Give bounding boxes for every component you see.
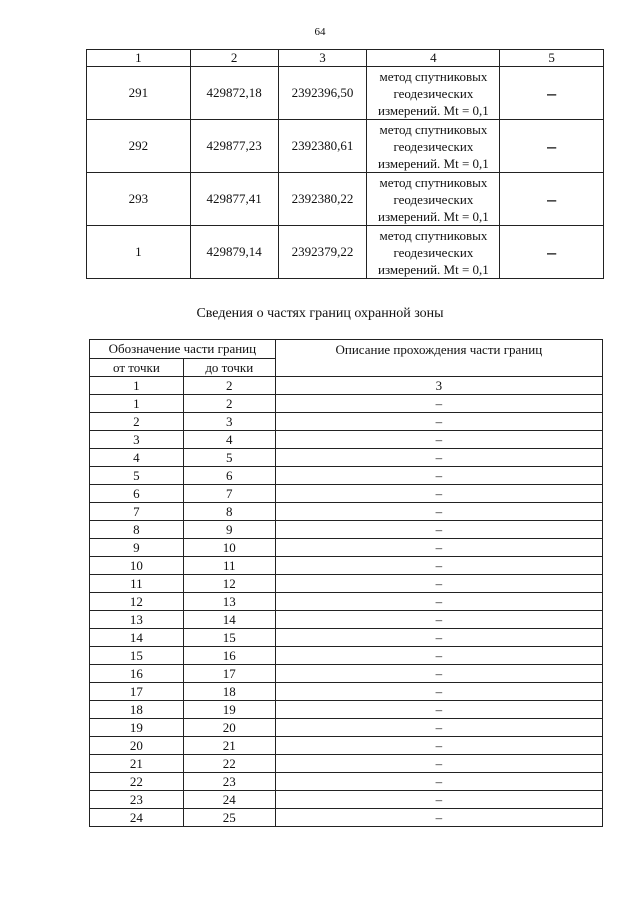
column-number-header: 3 (275, 377, 602, 395)
to-point-cell: 21 (183, 737, 275, 755)
to-point-cell: 22 (183, 755, 275, 773)
to-point-cell: 7 (183, 485, 275, 503)
y-coordinate: 2392396,50 (278, 67, 367, 120)
table-row (90, 539, 603, 557)
to-point-cell: 18 (183, 683, 275, 701)
from-point-cell: 8 (90, 521, 184, 539)
from-point-cell: 10 (90, 557, 184, 575)
table-row (90, 647, 603, 665)
column5-value: – (500, 173, 604, 226)
to-point-cell: 6 (183, 467, 275, 485)
method-line: геодезических (393, 85, 474, 101)
description-cell: – (275, 683, 602, 701)
table-row (90, 683, 603, 701)
coordinates-table (86, 49, 604, 279)
column5-value: – (500, 67, 604, 120)
page-number: 64 (314, 26, 326, 38)
to-point-cell: 23 (183, 773, 275, 791)
from-point-cell: 20 (90, 737, 184, 755)
description-cell: – (275, 395, 602, 413)
description-cell: – (275, 665, 602, 683)
to-point-cell: 16 (183, 647, 275, 665)
to-point-cell: 13 (183, 593, 275, 611)
description-cell: – (275, 449, 602, 467)
method-description (367, 173, 500, 226)
to-point-cell: 11 (183, 557, 275, 575)
table-row (90, 593, 603, 611)
description-cell: – (275, 629, 602, 647)
method-line: измерений. Mt = 0,1 (377, 155, 489, 171)
from-point-cell: 12 (90, 593, 184, 611)
table-row (90, 809, 603, 827)
table-row (90, 611, 603, 629)
y-coordinate: 2392379,22 (278, 226, 367, 279)
x-coordinate: 429872,18 (190, 67, 278, 120)
method-line: геодезических (393, 138, 474, 154)
description-cell: – (275, 503, 602, 521)
to-point-cell: 17 (183, 665, 275, 683)
from-point-cell: 1 (90, 395, 184, 413)
method-line: измерений. Mt = 0,1 (377, 102, 489, 118)
from-point-cell: 14 (90, 629, 184, 647)
y-coordinate: 2392380,61 (278, 120, 367, 173)
table-row (90, 395, 603, 413)
from-point-cell: 23 (90, 791, 184, 809)
to-point-cell: 12 (183, 575, 275, 593)
from-point-cell: 2 (90, 413, 184, 431)
table-row (90, 755, 603, 773)
table-row (87, 120, 604, 173)
from-point-cell: 11 (90, 575, 184, 593)
from-point-cell: 24 (90, 809, 184, 827)
designation-header: Обозначение части границ (90, 340, 276, 359)
x-coordinate: 429877,23 (190, 120, 278, 173)
column-number-header: 4 (367, 50, 500, 67)
method-line: измерений. Mt = 0,1 (377, 208, 489, 224)
to-point-cell: 14 (183, 611, 275, 629)
x-coordinate: 429879,14 (190, 226, 278, 279)
column-number-header: 1 (90, 377, 184, 395)
to-point-cell: 25 (183, 809, 275, 827)
column-number-header: 2 (183, 377, 275, 395)
boundary-parts-table (89, 339, 603, 827)
column-number-header: 3 (278, 50, 367, 67)
description-cell: – (275, 431, 602, 449)
to-point-cell: 24 (183, 791, 275, 809)
x-coordinate: 429877,41 (190, 173, 278, 226)
description-cell: – (275, 467, 602, 485)
to-point-cell: 20 (183, 719, 275, 737)
description-cell: – (275, 521, 602, 539)
method-line: метод спутниковых (379, 174, 488, 190)
to-point-header: до точки (183, 359, 275, 377)
to-point-cell: 15 (183, 629, 275, 647)
from-point-cell: 16 (90, 665, 184, 683)
parts-header-row (90, 340, 603, 359)
point-number: 293 (87, 173, 191, 226)
description-cell: – (275, 791, 602, 809)
from-point-cell: 7 (90, 503, 184, 521)
table-row (90, 773, 603, 791)
description-cell: – (275, 593, 602, 611)
column-number-header: 5 (500, 50, 604, 67)
column5-value: – (500, 120, 604, 173)
from-point-cell: 13 (90, 611, 184, 629)
method-description (367, 67, 500, 120)
table-row (90, 431, 603, 449)
description-header: Описание прохождения части границ (275, 340, 602, 377)
table-row (90, 485, 603, 503)
to-point-cell: 2 (183, 395, 275, 413)
method-description (367, 226, 500, 279)
table-row (90, 701, 603, 719)
table-row (90, 467, 603, 485)
from-point-cell: 22 (90, 773, 184, 791)
point-number: 291 (87, 67, 191, 120)
from-point-cell: 18 (90, 701, 184, 719)
point-number: 1 (87, 226, 191, 279)
table-row (90, 575, 603, 593)
method-line: метод спутниковых (379, 68, 488, 84)
table-row (87, 226, 604, 279)
description-cell: – (275, 701, 602, 719)
table-row (90, 449, 603, 467)
column-number-header: 1 (87, 50, 191, 67)
description-cell: – (275, 719, 602, 737)
method-line: геодезических (393, 191, 474, 207)
from-point-cell: 9 (90, 539, 184, 557)
method-line: геодезических (393, 244, 474, 260)
table-row (90, 413, 603, 431)
table-row (90, 557, 603, 575)
table-row (87, 173, 604, 226)
to-point-cell: 3 (183, 413, 275, 431)
description-cell: – (275, 485, 602, 503)
description-cell: – (275, 773, 602, 791)
method-line: измерений. Mt = 0,1 (377, 261, 489, 277)
to-point-cell: 4 (183, 431, 275, 449)
from-point-cell: 19 (90, 719, 184, 737)
from-point-cell: 17 (90, 683, 184, 701)
y-coordinate: 2392380,22 (278, 173, 367, 226)
method-description (367, 120, 500, 173)
column-number-header: 2 (190, 50, 278, 67)
from-point-cell: 6 (90, 485, 184, 503)
section-title: Сведения о частях границ охранной зоны (196, 306, 444, 321)
from-point-cell: 3 (90, 431, 184, 449)
table-row (90, 503, 603, 521)
to-point-cell: 19 (183, 701, 275, 719)
to-point-cell: 9 (183, 521, 275, 539)
method-line: метод спутниковых (379, 121, 488, 137)
description-cell: – (275, 737, 602, 755)
description-cell: – (275, 611, 602, 629)
description-cell: – (275, 539, 602, 557)
column5-value: – (500, 226, 604, 279)
to-point-cell: 8 (183, 503, 275, 521)
table-row (90, 521, 603, 539)
table-row (90, 737, 603, 755)
description-cell: – (275, 413, 602, 431)
from-point-header: от точки (90, 359, 184, 377)
point-number: 292 (87, 120, 191, 173)
to-point-cell: 5 (183, 449, 275, 467)
from-point-cell: 15 (90, 647, 184, 665)
description-cell: – (275, 647, 602, 665)
description-cell: – (275, 557, 602, 575)
table-row (90, 629, 603, 647)
table-row (90, 719, 603, 737)
parts-number-row (90, 377, 603, 395)
coordinates-header-row (87, 50, 604, 67)
from-point-cell: 21 (90, 755, 184, 773)
description-cell: – (275, 575, 602, 593)
from-point-cell: 5 (90, 467, 184, 485)
table-row (90, 665, 603, 683)
to-point-cell: 10 (183, 539, 275, 557)
description-cell: – (275, 755, 602, 773)
from-point-cell: 4 (90, 449, 184, 467)
table-row (90, 791, 603, 809)
description-cell: – (275, 809, 602, 827)
method-line: метод спутниковых (379, 227, 488, 243)
table-row (87, 67, 604, 120)
